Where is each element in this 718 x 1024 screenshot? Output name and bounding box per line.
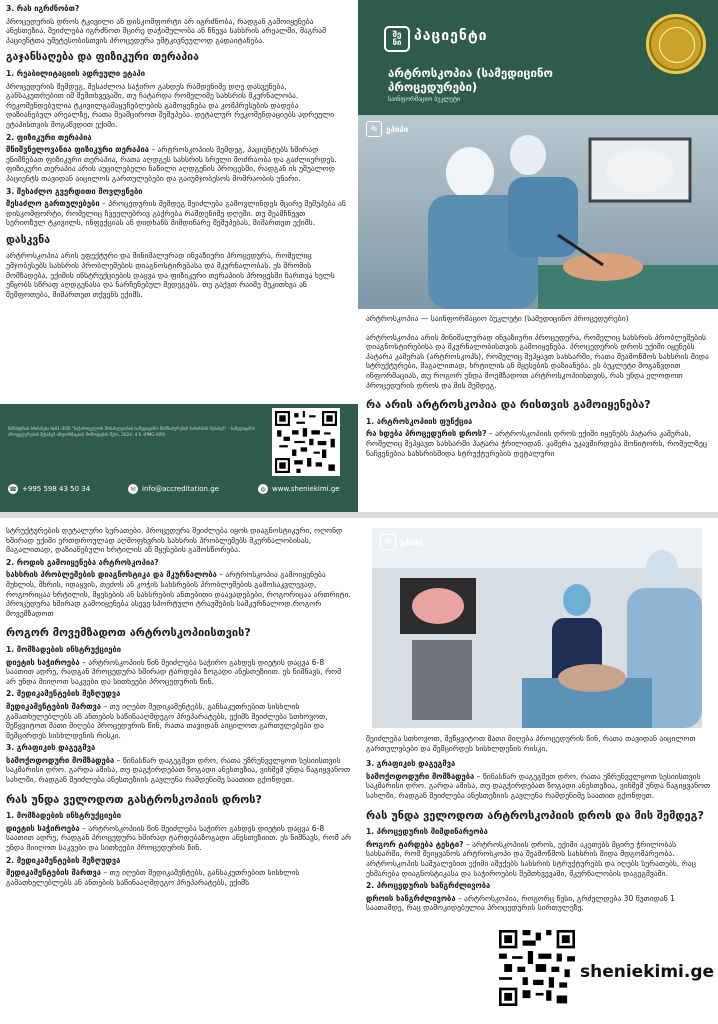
conclusion-paragraph: არტროსკოპია არის ეფექტური და მინიმალურად ინვაზიური პროცედურა, რომელიც უმჯობესებს სახსრის პრობლემების დიაგნოსტირებასა და მკურნალობას. ეს შრომის მომზადება, ექიმის ინსტრუქციების დაცვა და ფიზიკური თერაპიის პროცესში ჩართვა ხელს უწყობს სწრაფ აღდგენასა და ნარჩენებულ შედეგებს. თუ გაქვთ რაიმე შეკითხვა ან შეშფოთება, მიმართეთ თქვენს ექიმს.: [6, 251, 335, 299]
booklet-title: არტროსკოპია (სამედიცინო პროცედურები): [388, 66, 553, 94]
intro-paragraph: პროცედურის დროს ტკივილი ან დისკომფორტი არ იგრძნობა, რადგან გამოიყენება ანესთეზია. შეიძლება იგრძნოთ მცირე დაჭიმულობა ან წნევა სახსრის არეალში, მაგრამ პაციენტთა უმეტესობისთვის პროცედურა უმტკივნეულოდ გადაიტანება.: [6, 16, 327, 45]
prep-step-3-lead: სამოქოდოდური მომზადება: [6, 755, 115, 765]
expect-step-2-lead: მედიკამენტების მართვა: [6, 868, 102, 878]
what-is-heading: რა არის არტროსკოპია და რისთვის გამოიყენება?: [366, 398, 651, 412]
email-contact[interactable]: [128, 484, 219, 494]
prep-step-2-text: – თუ იღებთ მედიკამენტებს, განსაკუთრებით სისხლის გამათხელებლებს ან ანთების საწინააღმდეგო პრეპარატებს, ექიმს შეიძლება სთხოვოთ, შეწყვიტოთ მათი მიღება პროცედურის წინ, რათა თავიდან აიცილოთ გართულებები და შემცირდეს სისხლდენის რისკი.: [6, 701, 328, 740]
prep-step-1-title: 1. მომზადების ინსტრუქციები: [6, 644, 122, 654]
conclusion-heading: დასკვნა: [6, 233, 51, 246]
when-used-lead: სახსრის პრობლემების დიაგნოსტიკა და მკურნალობა: [6, 570, 217, 580]
duration-lead: დროის ხანგრძლივობა: [366, 893, 456, 903]
duration-title: 2. პროცედურის ხანგრძლივობა: [366, 881, 491, 891]
rehab-step-2-title: 2. ფიზიკური თერაპია: [6, 132, 92, 142]
rehab-step-3-lead: შესაძლო გართულებები: [6, 199, 100, 209]
photo-tag-label: ეპიპი: [386, 124, 409, 134]
surgery-photo-top: [358, 115, 718, 309]
expect-step-2-text: – თუ იღებთ მედიკამენტებს, განსაკუთრებით სისხლის გამათხელებლებს ან ანთების საწინააღმდეგო პრეპარატებს, ექიმს: [6, 868, 300, 887]
prep-step-1-text: – არტროსკოპიის წინ შეიძლება საჭირო გახდეს დიეტის დაცვა 6-8 საათით ადრე, რადგან პროცედურა ხშირად ტარდება ზოგადი ანესთეზიით. ეს ნიშნავს, რომ არ უნდა მიიღოთ საკვები და სითხეები პროცედურის წინ.: [6, 657, 342, 686]
qr-code-graphic: [275, 411, 337, 473]
continued-paragraph: სტრუქტურების დეტალური სურათები. პროცედურა შეიძლება იყოს დიაგნოსტიკური, ოღონდ ხშირად ექიმი ერთდროულად აღმოფხვრის სახსრის პრობლემებს მკურნალობისას, მაგალითად, დაზიანებული ხრტილის ან მყესების გამოსწორება.: [6, 526, 343, 555]
when-used-title: 2. როდის გამოიყენება არტროსკოპია?: [6, 557, 159, 567]
intro-right-paragraph: არტროსკოპია არის მინიმალურად ინვაზიური პროცედურა, რომელიც სახსრის პრობლემების დიაგნოსტირებისა და მკურნალობისთვის გამოიყენება. პროცედურის დროს ექიმი იყენებს პატარა კამერას (არტროსკოპს), რომელიც შეჰყავთ სახსარში, რათა შეამოწმოს სახსრის შიდა სტრუქტურები, მაგალითად, ხრტილის ან მყესების დაზიანება. ეს ბუკლეტი მოგაწვდით ინფორმაციას, თუ როგორ უნდა მოემზადოთ არტროსკოპიისთვის, რას უნდა ელოდოთ პროცედურის დროს და მის შემდეგ.: [366, 332, 709, 390]
prep-step-2-lead: მედიკამენტების მართვა: [6, 701, 102, 711]
surgery-photo-bottom: [372, 528, 702, 728]
prep-step-2-title: 2. მედიკამენტების შეზღუდვა: [6, 689, 121, 699]
watermark-site-name[interactable]: sheniekimi.ge: [580, 962, 715, 982]
rehab-heading: გაჯანსაღება და ფიზიკური თერაპია: [6, 51, 199, 64]
prep-step-3-title: 3. გრაფიკის დაგეგმვა: [6, 743, 96, 753]
rehab-step-1-text: პროცედურის შემდეგ, შესაძლოა საჭირო გახდეს რამდენიმე დღე დასვენება, განსაკუთრებით იმ შემთხვევაში, თუ ჩატარდა რომელიმე სახსრის მკურნალობა. რეკომენდებულია ტკივილგამაყუჩებლების გამოყენება და კომპრესების დადება დაზიანებულ არეალზე, რათა შეამციროთ შეშუპება. დეტალურ რეკომენდაციებს ადრეული ეტაპისთვის მოგაწვდით ექიმი.: [6, 81, 335, 129]
prep-step-1-lead: დიეტის საჭიროება: [6, 657, 80, 667]
when-used-text: – არტროსკოპია გამოიყენება მუხლის, მხრის, იდაყვის, თეძოს ან კოჭის სახსრების პრობლემების გამოსაკვლევად, როგორიცაა ხრტილის, მყესების ან სახსრების ანთებითი დაავადებები, როგორიცაა ართრიტი. პროცედურა ხშირად გამოიყენება ასევე სპორტული ტრავმების საშკურნალოდ.როგორ მოვემზადოთ: [6, 570, 351, 618]
rehab-step-3-title: 3. შესაძლო გვერდითი მოვლენები: [6, 186, 143, 196]
prep-step-3-text: – წინასწარ დაგეგმეთ დრო, რათა უზრუნველყოთ სესიისთვის საკმარისი დრო. გარდა ამისა, თუ დაგჭირდებათ ზოგადი ანესთეზია, ვინმემ უნდა წაგიყვანოთ სახლში, რადგან შეიძლება ანესთეზიის გავლენა რამდენიმე საათით გქონდეთ.: [6, 755, 351, 785]
brand-logo: შე ნი: [384, 26, 410, 52]
brand-name: პაციენტი: [414, 28, 488, 44]
expectation-heading: რას უნდა ველოდოთ გასტროსკოპიის დროს?: [6, 792, 262, 806]
function-text: – არტროსკოპიის დროს ექიმი იყენებს პატარა კამერას, რომელიც შეჰყავთ სახსარში პატარა ჭრილიდან. კამერა უკავშირდება მონიტორს, რომელზეც ნაჩვენებია სახსრისშიდა სტრუქტურების დეტალური: [366, 429, 708, 458]
arthroscopy-room-image: [372, 528, 702, 728]
duration-text: – არტროსკოპია, როგორც წესი, გრძელდება 30 წუთიდან 1 საათამდე, რაც დამოკიდებულია პროცედურის სირთულეზე.: [366, 893, 675, 913]
preparation-heading: როგორ მოვემზადოთ არტროსკოპიისთვის?: [6, 626, 251, 640]
watermark-qr-code[interactable]: [497, 928, 577, 1008]
watermark-qr-graphic: [499, 930, 575, 1006]
photo-logo-tag: [366, 121, 408, 137]
procedure-course-title: 1. პროცედურის მიმდინარეობა: [366, 827, 488, 837]
booklet-page-inner: [0, 518, 718, 1024]
procedure-course-text: – არტროსკოპიის დროს, ექიმი აკეთებს მცირე ჭრილობას სახსარში, რომ შეიყვანოს არტროსკოპი და შეამოწმოს სახსრის შიდა მდგომარეობა. არტროსკოპის საშუალებით ექიმი აშუქებს სახსრის სტრუქტურებს და იღებს სურათებს, რაც ეხმარება დიაგნოსტიკასა და საჭიროების შემთხვევაში, მკურნალობის დაგეგმვაში.: [366, 839, 696, 878]
function-title: 1. არტროსკოპიის ფუნქცია: [366, 416, 473, 426]
regulation-note: მინისტრის ბრძანება №01-30/ნ "საქართველოს მოსახლეობის სამედიცინო მომსახურების ხარისხის შესახებ" - სამედიცინო პროცედურების შესახებ ინფორმაციის მოწოდების წესი, 2024. 4 ნ. (PMG-009): [8, 426, 255, 437]
photo-logo-icon: შე: [366, 121, 382, 137]
rehab-step-3-text: – პროცედურის შემდეგ შეიძლება გამოვლინდეს მცირე შეშუპება ან დისკომფორტი, რომელიც ჩვეულებრივ გაქრება რამდენიმე დღეში. თუ შეამჩნევთ სერიოზულ ტკივილს, ინფექციას ან დიდხანს მიმდინარე შეშუპებას, მიმართეთ ექიმს.: [6, 199, 346, 228]
schedule-text: – წინასწარ დაგეგმეთ დრო, რათა უზრუნველყოთ სესიისთვის საკმარისი დრო. გარდა ამისა, თუ დაგჭირდებათ ზოგადი ანესთეზია, ვინმემ უნდა წაგიყვანოთ სახლში, რადგან შეიძლება ანესთეზიის გავლენა რამდენიმე საათით გქონდეთ.: [366, 771, 711, 800]
schedule-lead: სამოქოდოდური მომზადება: [366, 771, 475, 781]
website-url: www.sheniekimi.ge: [272, 485, 340, 493]
photo-logo-icon-2: შე: [380, 534, 396, 550]
operating-room-image: [358, 115, 718, 309]
during-after-heading: რას უნდა ველოდოთ არტროსკოპიის დროს და მის შემდეგ?: [366, 808, 704, 822]
rehab-step-2-lead: მნიშვნელოვანია ფიზიკური თერაპია: [6, 145, 149, 155]
photo-caption: არტროსკოპია — საინფორმაციო ბუკლეტი (სამედიცინო პროცედურები): [366, 314, 629, 323]
email-address: info@accreditation.ge: [142, 485, 219, 493]
front-footer: [0, 404, 358, 512]
expect-step-1-title: 1. მომზადების ინსტრუქციები: [6, 811, 122, 821]
front-left-column: [6, 4, 346, 402]
accreditation-seal-icon: [646, 14, 706, 74]
rehab-step-1-title: 1. რეაბილიტაციის ადრეული ეტაპი: [6, 68, 146, 78]
expect-step-2-title: 2. მედიკამენტების შეზღუდვა: [6, 855, 121, 865]
continued-right-paragraph: შეიძლება სთხოვოთ, შეწყვიტოთ მათი მიღება პროცედურის წინ, რათა თავიდან აიცილოთ გართულებები და შემცირდეს სისხლდენის რისკი.: [366, 734, 696, 753]
phone-number: +995 598 43 50 34: [22, 485, 91, 493]
schedule-title: 3. გრაფიკის დაგეგმვა: [366, 759, 456, 769]
inner-left-column: [6, 526, 351, 1024]
booklet-subtitle: საინფორმაციო ბუკლეტი: [388, 96, 460, 103]
function-lead: რა ხდება პროცედურის დროს?: [366, 429, 487, 439]
rehab-step-2-text: – არტროსკოპიის შემდეგ, პაციენტებს ხშირად ენიშნებათ ფიზიკური თერაპია, რათა აღდგეს სახსრის სრული მოძრაობა და გაძლიერდეს. ფიზიკური თერაპია არის აუცილებელი ნაწილი აღდგენის პროცესში, რადგან ის უშუალოდ პაციენტს თავიდან აიცილოს გართულებები და გაიუმჯობესოს მომრაობის უნარი.: [6, 145, 337, 183]
photo-logo-tag-2: [380, 534, 422, 550]
email-icon: ✉: [128, 484, 138, 494]
qr-code[interactable]: [272, 408, 340, 476]
web-contact[interactable]: [258, 484, 340, 494]
expect-step-1-lead: დიეტის საჭიროება: [6, 823, 80, 833]
procedure-course-lead: როგორ ტარდება ტესტი?: [366, 839, 464, 849]
globe-icon: ◍: [258, 484, 268, 494]
photo-tag-label-2: ეპიპი: [400, 537, 423, 547]
expect-step-1-text: – არტროსკოპიის წინ შეიძლება საჭირო გახდეს დიეტის დაცვა 6-8 საათით ადრე, რადგან პროცედურა ხშირად ტარდებაზოგადი ანესთეზიით. ეს ნიშნავს, რომ არ უნდა მიიღოთ საკვები და სითხეები პროცედურის წინ.: [6, 823, 351, 853]
phone-contact[interactable]: [8, 484, 90, 494]
front-right-column: [366, 314, 712, 512]
intro-question: 3. რას იგრძნობთ?: [6, 4, 80, 13]
phone-icon: ☎: [9, 485, 17, 493]
